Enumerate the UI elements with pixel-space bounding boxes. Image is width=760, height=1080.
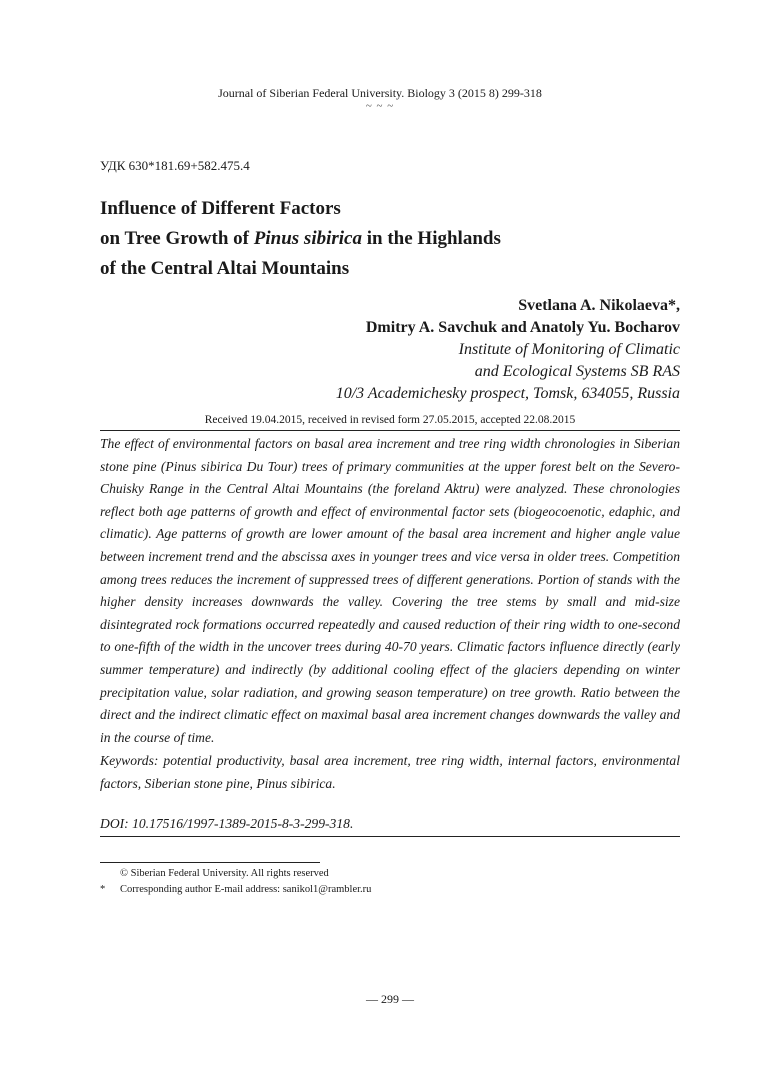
doi: DOI: 10.17516/1997-1389-2015-8-3-299-318. bbox=[100, 816, 354, 831]
affiliation-line-3: 10/3 Academichesky prospect, Tomsk, 634055, Russia bbox=[335, 385, 680, 402]
title-species-name: Pinus sibirica bbox=[253, 228, 362, 249]
header-ornament: ~ ~ ~ bbox=[365, 100, 395, 112]
copyright-text: © Siberian Federal University. All rights reserved bbox=[120, 868, 329, 879]
paper-title bbox=[100, 194, 501, 284]
footnote-asterisk: * bbox=[100, 884, 106, 895]
abstract-top-rule bbox=[100, 430, 680, 431]
page-number: — 299 — bbox=[366, 992, 414, 1006]
title-line-2-suffix: in the Highlands bbox=[362, 228, 501, 249]
journal-header: Journal of Siberian Federal University. Biology 3 (2015 8) 299-318 bbox=[218, 86, 542, 100]
author-line-1: Svetlana A. Nikolaeva*, bbox=[518, 297, 680, 314]
abstract: The effect of environmental factors on basal area increment and tree ring width chronologies in Siberian stone pine (Pinus sibirica Du Tour) trees of primary communities at the upper forest belt on the Severo-Chuisky Range in the Central Altai Mountains (the foreland Aktru) were analyzed. These chronologies reflect both age patterns of growth and effect of environmental factor sets (biogeocoenotic, edaphic, and climatic). Age patterns of growth are lower amount of the basal area increment and higher angle value between increment trend and the abscissa axes in younger trees and vice versa in older trees. Competition among trees reduces the increment of suppressed trees of different generations. Portion of stands with the higher density increases downwards the valley. Covering the tree stems by small and mid-size disintegrated rock formations occurred repeatedly and caused reduction of their ring width to one-second to one-fifth of the width in the uncover trees during 40-70 years. Climatic factors influence directly (early summer temperature) and indirectly (by additional cooling effect of the glaciers depending on winter precipitation value, solar radiation, and growing season temperature) on tree growth. Ratio between the direct and the indirect climatic effect on maximal basal area increment changes downwards the valley and in the course of time. bbox=[100, 436, 680, 745]
corresponding-author-footnote bbox=[100, 882, 371, 898]
keywords: Keywords: potential productivity, basal area increment, tree ring width, internal factors, environmental factors, Siberian stone pine, Pinus sibirica. bbox=[100, 753, 680, 791]
title-line-2 bbox=[100, 224, 501, 254]
corresponding-author-text: Corresponding author E-mail address: sanikol1@rambler.ru bbox=[120, 884, 372, 895]
affiliation-line-1: Institute of Monitoring of Climatic bbox=[458, 341, 680, 358]
received-dates: Received 19.04.2015, received in revised form 27.05.2015, accepted 22.08.2015 bbox=[204, 414, 576, 426]
author-line-2: Dmitry A. Savchuk and Anatoly Yu. Bocharov bbox=[365, 319, 680, 336]
udc-code: УДК 630*181.69+582.475.4 bbox=[100, 158, 250, 173]
author-block bbox=[336, 295, 680, 405]
title-line-1: Influence of Different Factors bbox=[100, 198, 341, 219]
footnote-rule bbox=[100, 862, 320, 863]
affiliation-line-2: and Ecological Systems SB RAS bbox=[474, 363, 680, 380]
title-line-2-prefix: on Tree Growth of bbox=[100, 228, 254, 249]
copyright-footnote bbox=[100, 866, 329, 882]
abstract-bottom-rule bbox=[100, 836, 680, 837]
title-line-3: of the Central Altai Mountains bbox=[100, 258, 350, 279]
